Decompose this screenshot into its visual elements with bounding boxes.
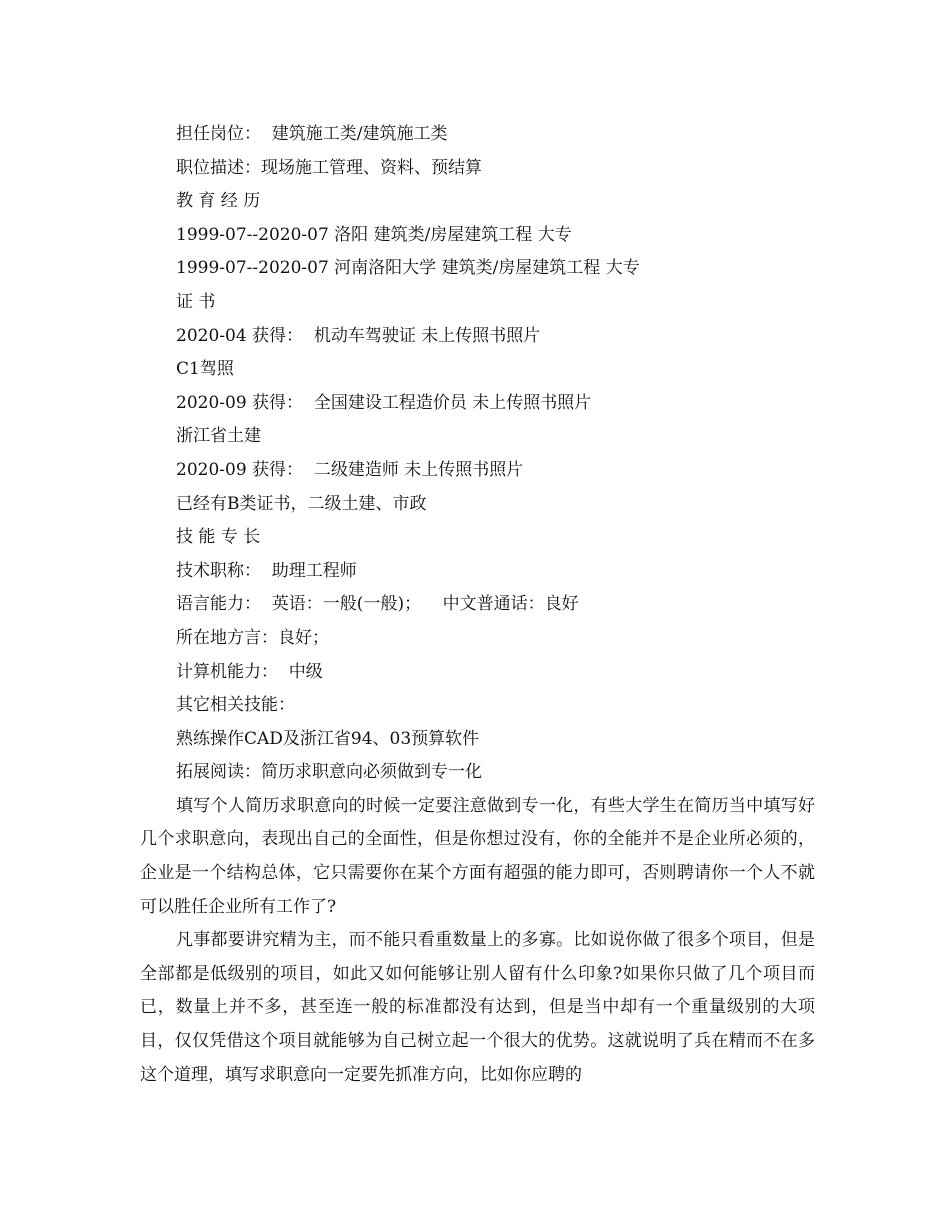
certificates-heading: 证 书 [176,291,216,312]
certificate-entry-2: 2020-09 获得： 全国建设工程造价员 未上传照书照片 [176,392,592,413]
certificate-note-3: 已经有B类证书，二级土建、市政 [176,493,427,514]
other-skills-detail: 熟练操作CAD及浙江省94、03预算软件 [176,728,480,749]
extended-reading-title: 拓展阅读：简历求职意向必须做到专一化 [176,762,482,783]
technical-title-line: 技术职称： 助理工程师 [176,560,357,581]
certificate-note-2: 浙江省土建 [176,426,261,447]
position-line: 担任岗位： 建筑施工类/建筑施工类 [176,124,448,144]
skills-heading: 技 能 专 长 [176,527,261,548]
education-entry-1: 1999-07--2020-07 洛阳 建筑类/房屋建筑工程 大专 [176,224,572,245]
education-entry-2: 1999-07--2020-07 河南洛阳大学 建筑类/房屋建筑工程 大专 [176,258,640,279]
computer-ability-line: 计算机能力： 中级 [176,661,323,682]
dialect-line: 所在地方言：良好； [176,627,329,648]
other-skills-label: 其它相关技能： [176,695,295,716]
education-heading: 教 育 经 历 [176,191,261,212]
certificate-entry-1: 2020-04 获得： 机动车驾驶证 未上传照书照片 [176,325,541,346]
certificate-entry-3: 2020-09 获得： 二级建造师 未上传照书照片 [176,459,524,480]
certificate-note-1: C1驾照 [176,359,234,380]
body-paragraph-1: 填写个人简历求职意向的时候一定要注意做到专一化，有些大学生在简历当中填写好几个求职意向，表现出自己的全面性，但是你想过没有，你的全能并不是企业所必须的，企业是一个结构总体，它只需要你在某个方面有超强的能力即可，否则聘请你一个人不就可以胜任企业所有工作了? [140,795,815,917]
body-paragraph-2: 凡事都要讲究精为主，而不能只看重数量上的多寡。比如说你做了很多个项目，但是全部都是低级别的项目，如此又如何能够让别人留有什么印象?如果你只做了几个项目而已，数量上并不多，甚至连一般的标准都没有达到，但是当中却有一个重量级别的大项目，仅仅凭借这个项目就能够为自己树立起一个很大的优势。这就说明了兵在精而不在多这个道理，填写求职意向一定要先抓准方向，比如你应聘的 [140,930,815,1085]
language-ability-line: 语言能力： 英语：一般(一般)； 中文普通话：良好 [176,594,579,615]
job-description-line: 职位描述：现场施工管理、资料、预结算 [176,157,482,178]
